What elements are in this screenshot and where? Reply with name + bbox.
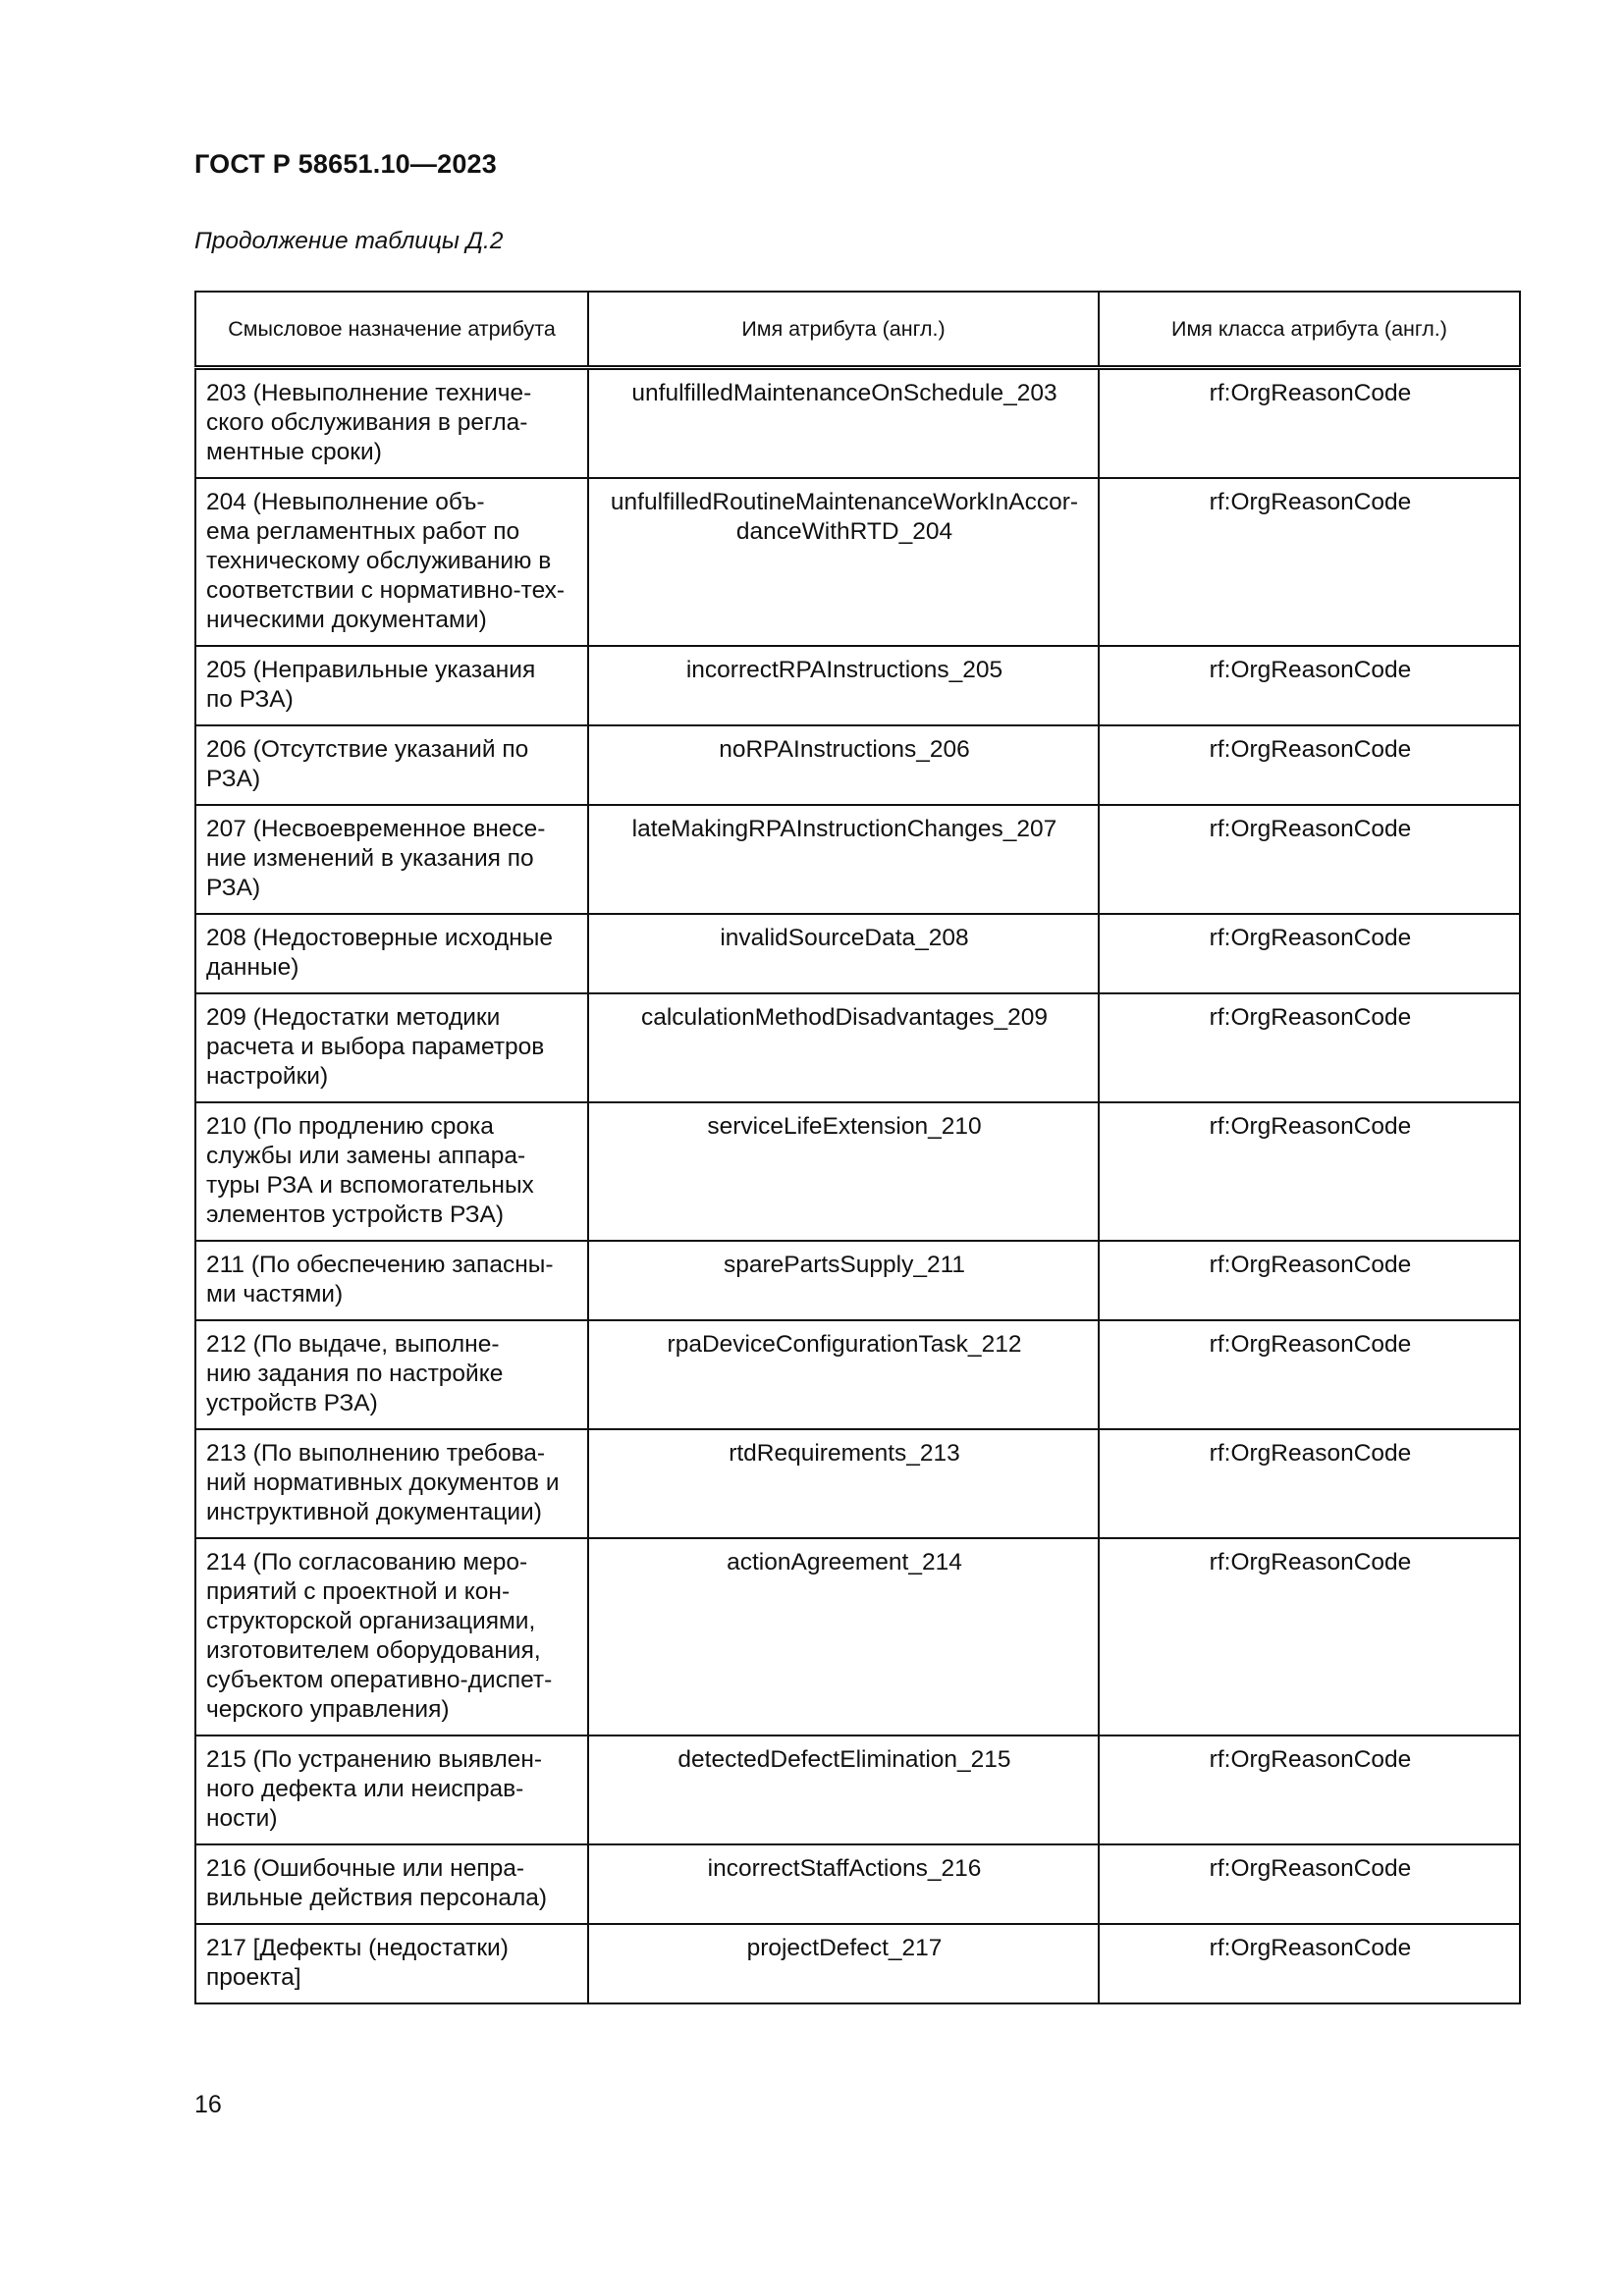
table-row xyxy=(195,368,1520,479)
cell-meaning: 213 (По выполнению требова- ний нормативных документов и инструктивной документации) xyxy=(195,1429,588,1538)
cell-attribute-name: rpaDeviceConfigurationTask_212 xyxy=(588,1320,1099,1429)
table-row xyxy=(195,1102,1520,1241)
cell-attribute-class: rf:OrgReasonCode xyxy=(1099,1429,1520,1538)
cell-meaning: 207 (Несвоевременное внесе- ние изменений в указания по РЗА) xyxy=(195,805,588,914)
cell-attribute-class: rf:OrgReasonCode xyxy=(1099,646,1520,725)
header-row xyxy=(195,292,1520,368)
column-header-attribute-name: Имя атрибута (англ.) xyxy=(588,292,1099,368)
cell-meaning: 212 (По выдаче, выполне- нию задания по настройке устройств РЗА) xyxy=(195,1320,588,1429)
table-header xyxy=(195,292,1520,368)
cell-attribute-class: rf:OrgReasonCode xyxy=(1099,368,1520,479)
cell-attribute-name: invalidSourceData_208 xyxy=(588,914,1099,993)
table-row xyxy=(195,1538,1520,1735)
table-row xyxy=(195,478,1520,646)
table-row xyxy=(195,805,1520,914)
cell-attribute-class: rf:OrgReasonCode xyxy=(1099,914,1520,993)
cell-attribute-class: rf:OrgReasonCode xyxy=(1099,725,1520,805)
cell-meaning: 215 (По устранению выявлен- ного дефекта или неисправ- ности) xyxy=(195,1735,588,1844)
document-header: ГОСТ Р 58651.10—2023 xyxy=(194,149,497,179)
column-header-meaning: Смысловое назначение атрибута xyxy=(195,292,588,368)
cell-meaning: 209 (Недостатки методики расчета и выбора параметров настройки) xyxy=(195,993,588,1102)
cell-attribute-class: rf:OrgReasonCode xyxy=(1099,1102,1520,1241)
cell-meaning: 210 (По продлению срока службы или замены аппара- туры РЗА и вспомогательных элементов устройств РЗА) xyxy=(195,1102,588,1241)
cell-attribute-class: rf:OrgReasonCode xyxy=(1099,478,1520,646)
table-row xyxy=(195,993,1520,1102)
cell-attribute-name: unfulfilledRoutineMaintenanceWorkInAccor- danceWithRTD_204 xyxy=(588,478,1099,646)
cell-attribute-class: rf:OrgReasonCode xyxy=(1099,1844,1520,1924)
cell-attribute-name: lateMakingRPAInstructionChanges_207 xyxy=(588,805,1099,914)
cell-attribute-name: noRPAInstructions_206 xyxy=(588,725,1099,805)
cell-meaning: 214 (По согласованию меро- приятий с проектной и кон- структорской организациями, изготовителем оборудования, субъектом оперативно-диспет- черского управления) xyxy=(195,1538,588,1735)
cell-meaning: 204 (Невыполнение объ- ема регламентных работ по техническому обслуживанию в соответствии с нормативно-тех- ническими документами) xyxy=(195,478,588,646)
table-caption: Продолжение таблицы Д.2 xyxy=(194,228,504,254)
cell-attribute-name: actionAgreement_214 xyxy=(588,1538,1099,1735)
cell-attribute-class: rf:OrgReasonCode xyxy=(1099,805,1520,914)
cell-attribute-name: detectedDefectElimination_215 xyxy=(588,1735,1099,1844)
table-row xyxy=(195,1844,1520,1924)
table-body xyxy=(195,368,1520,2004)
cell-attribute-class: rf:OrgReasonCode xyxy=(1099,993,1520,1102)
cell-meaning: 217 [Дефекты (недостатки) проекта] xyxy=(195,1924,588,2003)
cell-attribute-name: incorrectRPAInstructions_205 xyxy=(588,646,1099,725)
cell-meaning: 216 (Ошибочные или непра- вильные действия персонала) xyxy=(195,1844,588,1924)
cell-meaning: 205 (Неправильные указания по РЗА) xyxy=(195,646,588,725)
attribute-table xyxy=(194,291,1521,2004)
column-header-attribute-class: Имя класса атрибута (англ.) xyxy=(1099,292,1520,368)
cell-meaning: 206 (Отсутствие указаний по РЗА) xyxy=(195,725,588,805)
cell-attribute-name: rtdRequirements_213 xyxy=(588,1429,1099,1538)
table-row xyxy=(195,646,1520,725)
cell-attribute-name: projectDefect_217 xyxy=(588,1924,1099,2003)
table-row xyxy=(195,914,1520,993)
table-row xyxy=(195,1241,1520,1320)
cell-attribute-name: sparePartsSupply_211 xyxy=(588,1241,1099,1320)
table-row xyxy=(195,1320,1520,1429)
cell-attribute-class: rf:OrgReasonCode xyxy=(1099,1538,1520,1735)
cell-attribute-name: unfulfilledMaintenanceOnSchedule_203 xyxy=(588,368,1099,479)
cell-meaning: 208 (Недостоверные исходные данные) xyxy=(195,914,588,993)
cell-attribute-name: incorrectStaffActions_216 xyxy=(588,1844,1099,1924)
page-number: 16 xyxy=(194,2091,222,2118)
cell-attribute-class: rf:OrgReasonCode xyxy=(1099,1735,1520,1844)
cell-attribute-class: rf:OrgReasonCode xyxy=(1099,1320,1520,1429)
cell-meaning: 211 (По обеспечению запасны- ми частями) xyxy=(195,1241,588,1320)
cell-attribute-class: rf:OrgReasonCode xyxy=(1099,1924,1520,2003)
cell-attribute-name: serviceLifeExtension_210 xyxy=(588,1102,1099,1241)
cell-attribute-class: rf:OrgReasonCode xyxy=(1099,1241,1520,1320)
table-row xyxy=(195,1924,1520,2003)
cell-meaning: 203 (Невыполнение техниче- ского обслуживания в регла- ментные сроки) xyxy=(195,368,588,479)
table-row xyxy=(195,1429,1520,1538)
table-row xyxy=(195,1735,1520,1844)
cell-attribute-name: calculationMethodDisadvantages_209 xyxy=(588,993,1099,1102)
table-row xyxy=(195,725,1520,805)
